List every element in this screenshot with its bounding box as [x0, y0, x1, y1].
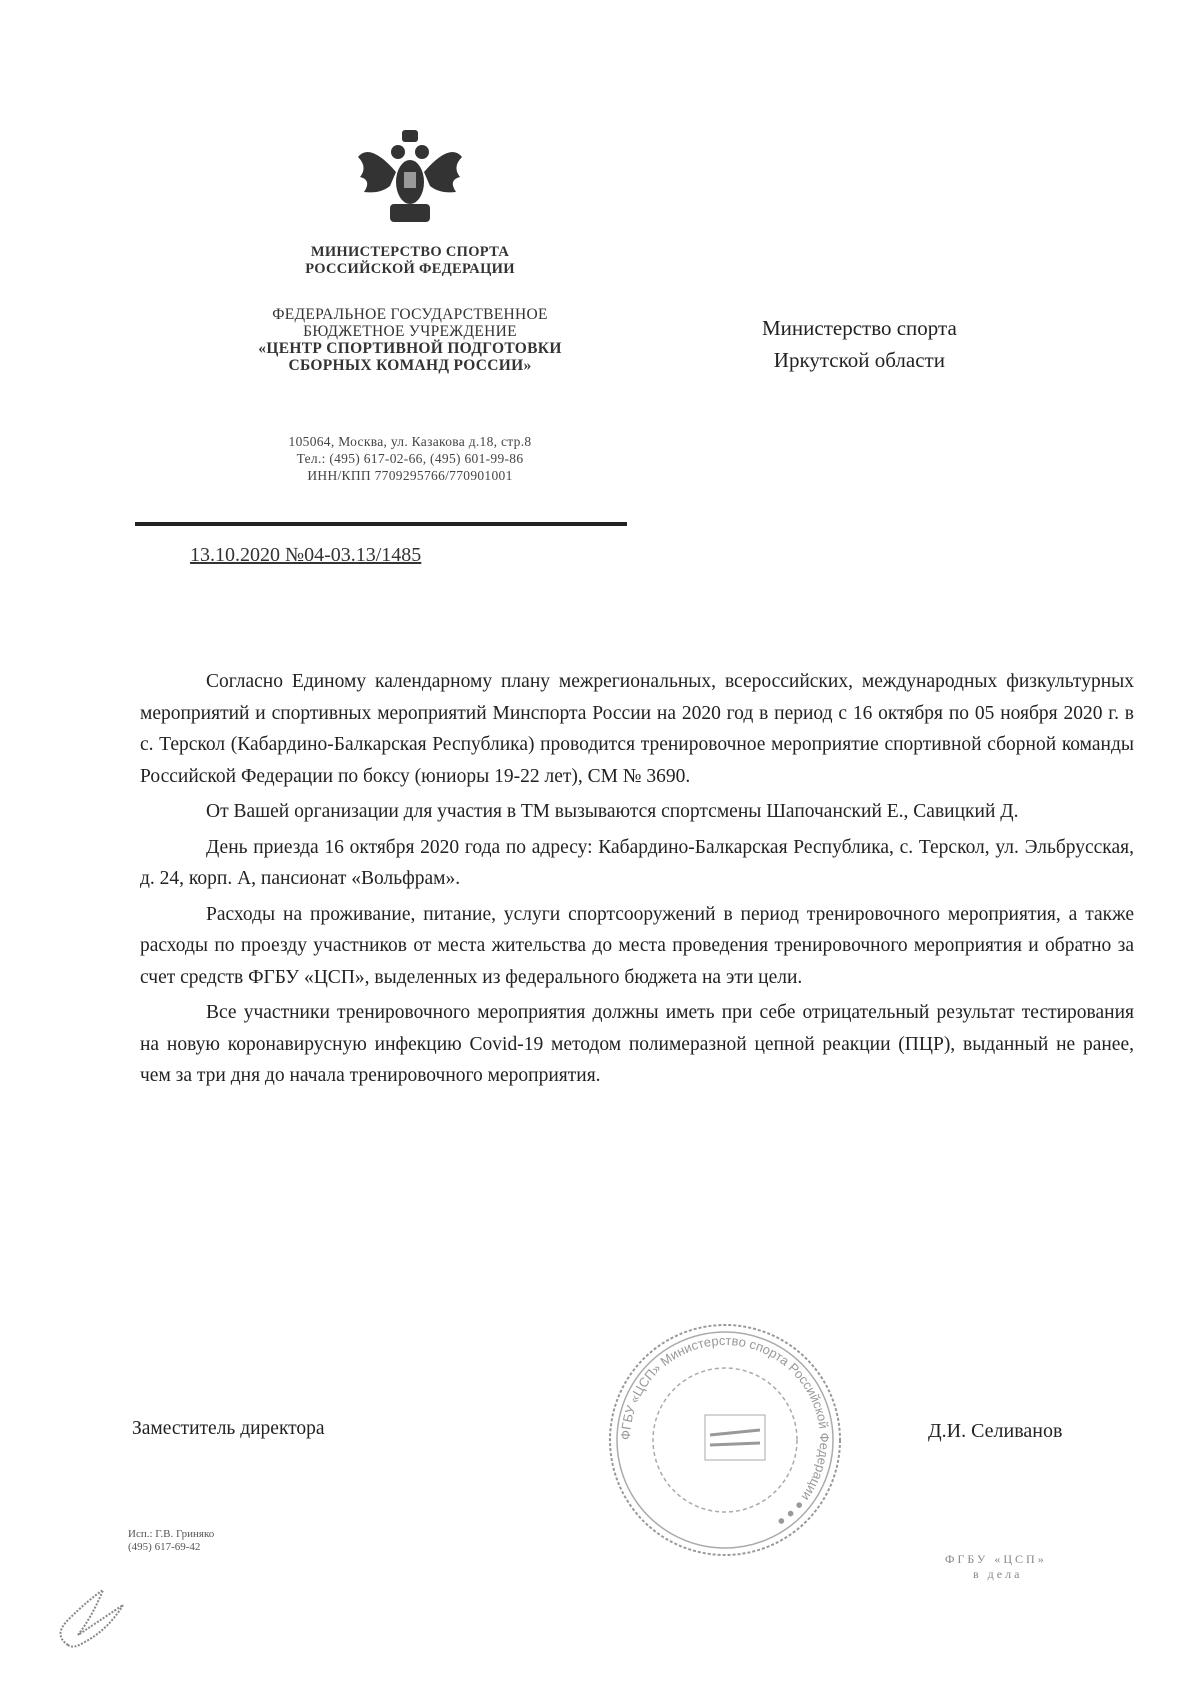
- institution-line: БЮДЖЕТНОЕ УЧРЕЖДЕНИЕ: [303, 323, 517, 340]
- recipient-line: Иркутской области: [773, 348, 945, 372]
- ministry-line: РОССИЙСКОЙ ФЕДЕРАЦИИ: [305, 261, 515, 277]
- paragraph: Расходы на проживание, питание, услуги спортсооружений в период тренировочного мероприятия, а также расходы по проезду участников от места жительства до места проведения тренировочного мероприятия и обратно за счет средств ФГБУ «ЦСП», выделенных из федерального бюджета на эти цели.: [140, 903, 1134, 988]
- ministry-header: [150, 244, 670, 278]
- institution-name-line: СБОРНЫХ КОМАНД РОССИИ»: [288, 357, 532, 374]
- svg-text:ФГБУ «ЦСП» Министерство спорта: ФГБУ «ЦСП» Министерство спорта Российской Федерации ● ● ●: [617, 1332, 833, 1531]
- signer-name: Д.И. Селиванов: [928, 1420, 1063, 1442]
- recipient: [762, 312, 957, 376]
- signer-position: Заместитель директора: [132, 1418, 325, 1439]
- contact-block: [150, 433, 670, 484]
- executor-name: Исп.: Г.В. Гриняко: [128, 1528, 215, 1540]
- institution-line: ФЕДЕРАЛЬНОЕ ГОСУДАРСТВЕННОЕ: [272, 306, 548, 323]
- office-stamp-line: ФГБУ «ЦСП»: [945, 1552, 1047, 1566]
- letter-body: [140, 666, 1134, 1096]
- executor-phone: (495) 617-69-42: [128, 1541, 201, 1553]
- recipient-line: Министерство спорта: [762, 316, 957, 340]
- ministry-line: МИНИСТЕРСТВО СПОРТА: [310, 244, 510, 260]
- institution-name-line: «ЦЕНТР СПОРТИВНОЙ ПОДГОТОВКИ: [258, 340, 562, 357]
- paragraph: От Вашей организации для участия в ТМ вызываются спортсмены Шапочанский Е., Савицкий Д.: [206, 801, 1019, 822]
- inn-kpp: ИНН/КПП 7709295766/770901001: [307, 468, 513, 483]
- office-registration-stamp: [945, 1552, 1047, 1582]
- address: 105064, Москва, ул. Казакова д.18, стр.8: [288, 434, 532, 449]
- office-stamp-line: в дела: [973, 1567, 1023, 1581]
- date-and-number: 13.10.2020 №04-03.13/1485: [190, 544, 422, 566]
- executor-info: [128, 1528, 214, 1554]
- phone: Тел.: (495) 617-02-66, (495) 601-99-86: [296, 451, 524, 466]
- handwritten-signature: [48, 1575, 168, 1655]
- coat-of-arms-emblem: [350, 122, 470, 232]
- institution-header: [150, 306, 670, 374]
- paragraph: Все участники тренировочного мероприятия должны иметь при себе отрицательный результат тестирования на новую коронавирусную инфекцию Covid-19 методом полимеразной цепной реакции (ПЦР), выданный не ранее, чем за три дня до начала тренировочного мероприятия.: [140, 1002, 1134, 1086]
- paragraph: День приезда 16 октября 2020 года по адресу: Кабардино-Балкарская Республика, с. Терскол, ул. Эльбрусская, д. 24, корп. А, пансионат «Вольфрам».: [140, 836, 1134, 889]
- header-divider: [135, 522, 627, 526]
- round-seal: [600, 1315, 850, 1565]
- paragraph: Согласно Единому календарному плану межрегиональных, всероссийских, международных физкультурных мероприятий и спортивных мероприятий Минспорта России на 2020 год в период с 16 октября по 05 ноября 2020 г. в с. Терскол (Кабардино-Балкарская Республика) проводится тренировочное мероприятие спортивной сборной команды Российской Федерации по боксу (юниоры 19-22 лет), СМ № 3690.: [140, 671, 1134, 787]
